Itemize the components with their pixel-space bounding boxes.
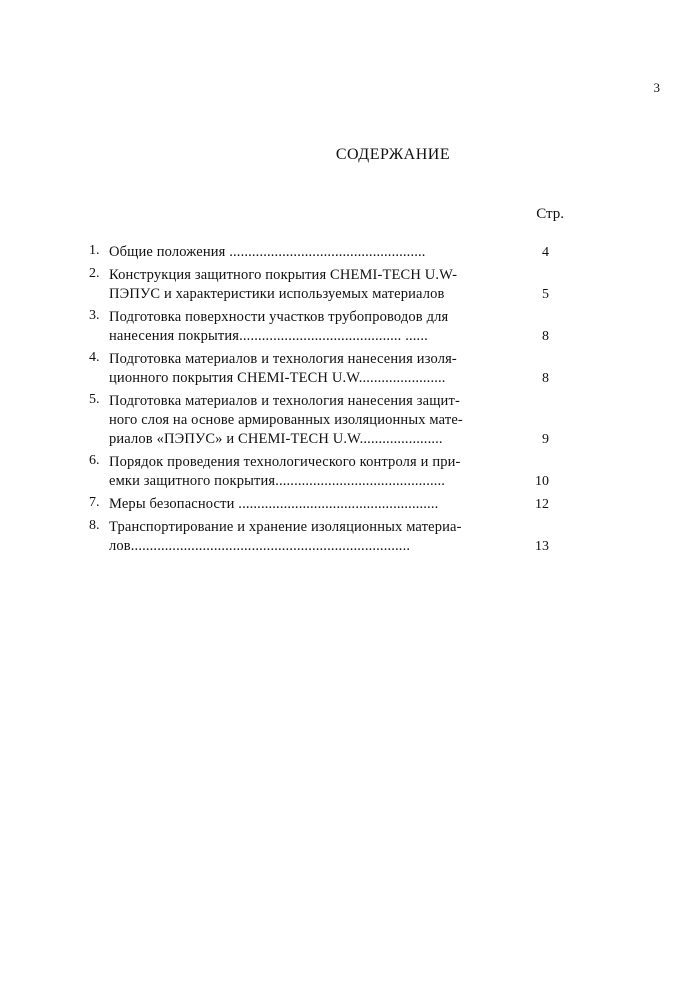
toc-entry-8 xyxy=(89,518,549,556)
toc-entry-text: Подготовка материалов и технология нанесения защит- xyxy=(109,393,460,409)
toc-entry-text: Транспортирование и хранение изоляционных материа- xyxy=(109,519,462,535)
toc-entry-text: Подготовка материалов и технология нанесения изоля- xyxy=(109,351,457,367)
table-of-contents xyxy=(89,243,549,560)
toc-entry-text: Общие положения .................................................... xyxy=(109,244,426,260)
toc-entry-6 xyxy=(89,453,549,491)
toc-entry-page: 12 xyxy=(535,497,549,512)
page-number: 3 xyxy=(653,80,660,95)
toc-entry-number: 8. xyxy=(89,518,100,533)
toc-entry-number: 7. xyxy=(89,495,100,510)
toc-entry-page: 5 xyxy=(542,287,549,302)
toc-entry-page: 8 xyxy=(542,329,549,344)
toc-entry-page: 10 xyxy=(535,474,549,489)
page-column-header: Стр. xyxy=(536,206,564,222)
toc-entry-5 xyxy=(89,392,549,449)
toc-entry-text: нанесения покрытия........................................... ...... xyxy=(109,328,428,344)
toc-entry-page: 8 xyxy=(542,371,549,386)
toc-entry-text: емки защитного покрытия............................................. xyxy=(109,473,446,489)
toc-entry-text: ПЭПУС и характеристики используемых материалов xyxy=(109,286,445,302)
toc-entry-1 xyxy=(89,243,549,262)
toc-entry-page: 4 xyxy=(542,245,549,260)
toc-entry-4 xyxy=(89,350,549,388)
toc-entry-number: 2. xyxy=(89,266,100,281)
toc-entry-page: 13 xyxy=(535,539,549,554)
toc-entry-text: лов.......................................................................... xyxy=(109,538,411,554)
toc-entry-number: 4. xyxy=(89,350,100,365)
toc-entry-text: Порядок проведения технологического контроля и при- xyxy=(109,454,461,470)
toc-entry-number: 5. xyxy=(89,392,100,407)
toc-entry-2 xyxy=(89,266,549,304)
toc-entry-3 xyxy=(89,308,549,346)
toc-entry-text: Конструкция защитного покрытия CHEMI-TECH U.W- xyxy=(109,267,458,283)
toc-entry-number: 1. xyxy=(89,243,100,258)
toc-entry-text: риалов «ПЭПУС» и CHEMI-TECH U.W...................... xyxy=(109,431,443,447)
page-title: СОДЕРЖАНИЕ xyxy=(335,146,451,163)
toc-entry-7 xyxy=(89,495,549,514)
toc-entry-number: 3. xyxy=(89,308,100,323)
toc-entry-text: Меры безопасности ..................................................... xyxy=(109,496,439,512)
toc-entry-text: ционного покрытия CHEMI-TECH U.W....................... xyxy=(109,370,446,386)
toc-entry-page: 9 xyxy=(542,432,549,447)
toc-entry-text: Подготовка поверхности участков трубопроводов для xyxy=(109,309,449,325)
toc-entry-text: ного слоя на основе армированных изоляционных мате- xyxy=(109,412,463,428)
toc-entry-number: 6. xyxy=(89,453,100,468)
